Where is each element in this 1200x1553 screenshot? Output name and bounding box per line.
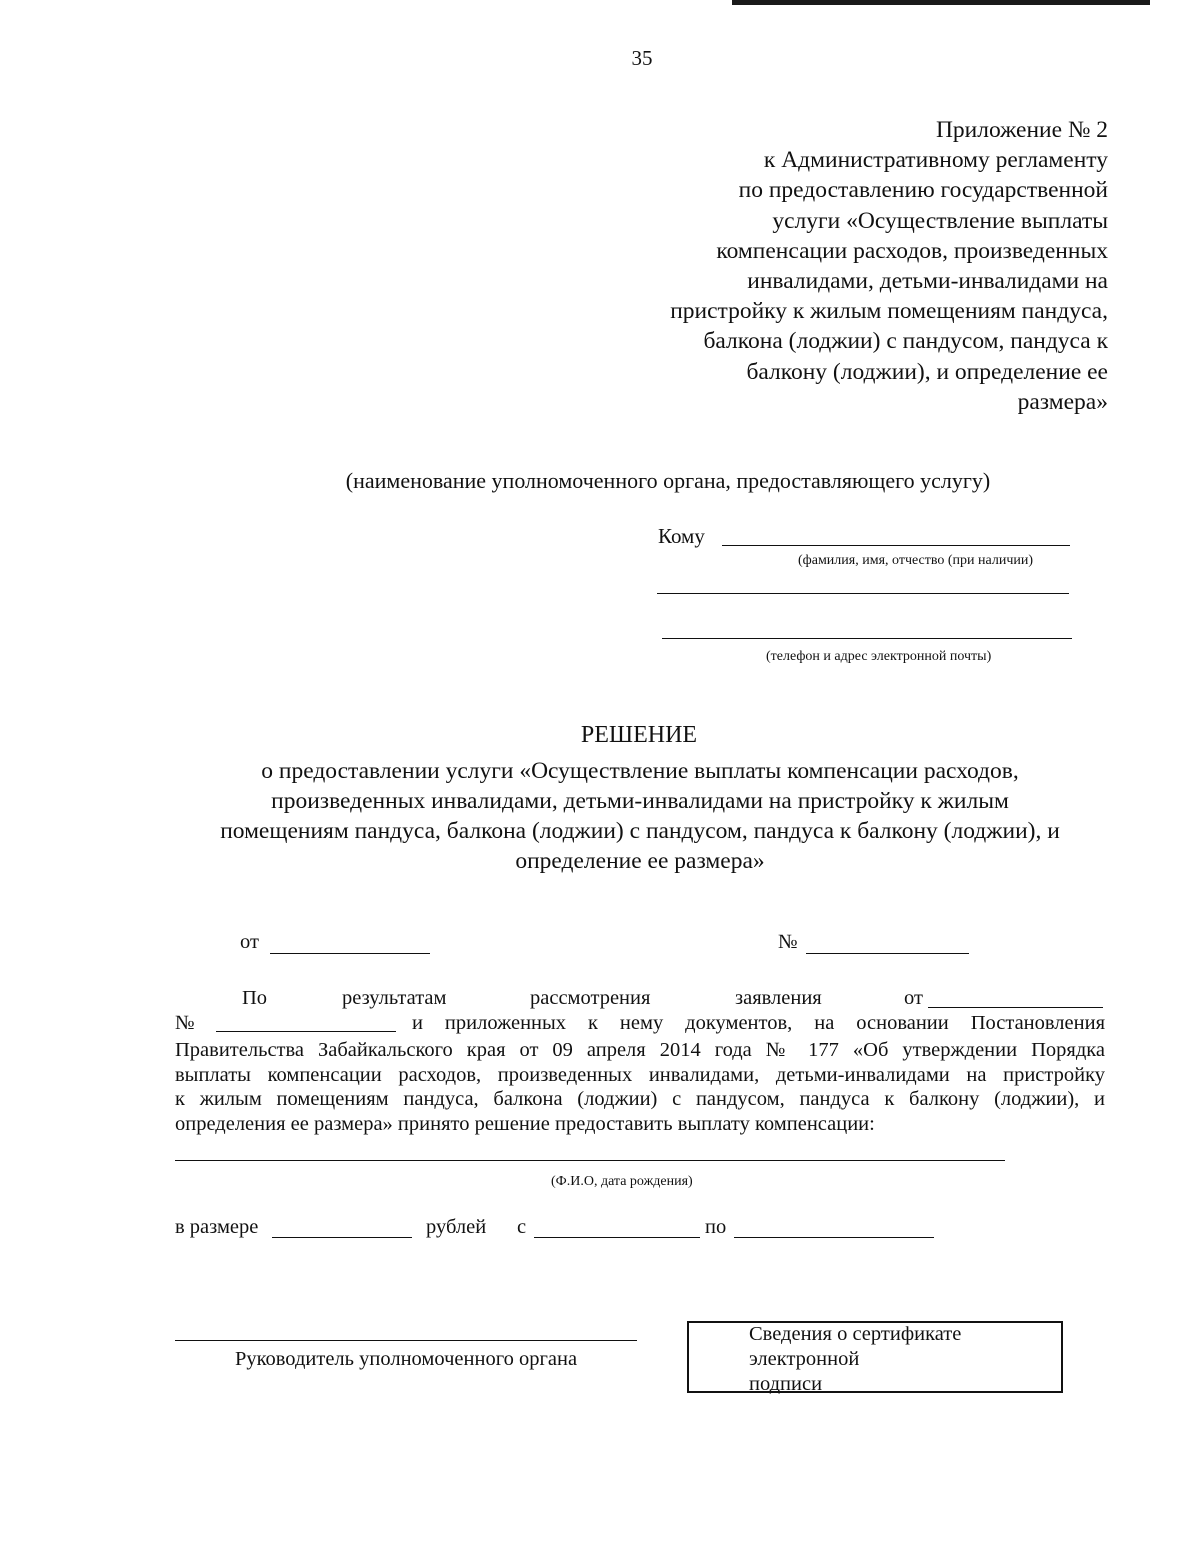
recipient-name-caption: (фамилия, имя, отчество (при наличии)	[798, 553, 1034, 568]
appendix-line: пристройку к жилым помещениям пандуса,	[670, 298, 1108, 325]
appendix-line: размера»	[1017, 388, 1108, 415]
amount-label: в размере	[175, 1216, 259, 1238]
application-date-field[interactable]	[928, 1007, 1103, 1008]
recipient-name-field-2[interactable]	[657, 593, 1069, 594]
application-number-label: №	[175, 1012, 195, 1034]
appendix-line: компенсации расходов, произведенных	[716, 237, 1108, 264]
subtitle-line: помещениям пандуса, балкона (лоджии) с пандусом, пандуса к балкону (лоджии), и	[220, 818, 1060, 844]
period-to-field[interactable]	[734, 1237, 934, 1238]
recipient-fio-field[interactable]	[175, 1160, 1005, 1161]
signature-line[interactable]	[175, 1340, 637, 1341]
subtitle-line: произведенных инвалидами, детьми-инвалидами на пристройку к жилым	[271, 788, 1009, 814]
page-number: 35	[631, 46, 653, 70]
subtitle-line: о предоставлении услуги «Осуществление выплаты компенсации расходов,	[261, 758, 1019, 784]
decision-title: РЕШЕНИЕ	[580, 722, 698, 748]
certificate-line: подписи	[749, 1373, 823, 1395]
scan-edge-mark	[732, 0, 1150, 5]
recipient-contact-caption: (телефон и адрес электронной почты)	[766, 649, 992, 664]
body-line: выплаты компенсации расходов, произведенных инвалидами, детьми-инвалидами на пристройку	[175, 1063, 1105, 1086]
appendix-line: балкона (лоджии) с пандусом, пандуса к	[703, 328, 1108, 355]
appendix-line: к Административному регламенту	[763, 147, 1108, 174]
body-word: от	[904, 987, 923, 1009]
recipient-label: Кому	[658, 524, 705, 548]
appendix-line: услуги «Осуществление выплаты	[772, 207, 1108, 234]
subtitle-line: определение ее размера»	[515, 848, 765, 874]
head-signature-caption: Руководитель уполномоченного органа	[234, 1348, 578, 1370]
body-line: к жилым помещениям пандуса, балкона (лоджии) с пандусом, пандуса к балкону (лоджии), и	[175, 1088, 1105, 1110]
appendix-line: Приложение № 2	[935, 117, 1108, 143]
certificate-line: электронной	[749, 1348, 860, 1370]
body-word: рассмотрения	[530, 987, 651, 1009]
appendix-header	[548, 115, 1108, 417]
decision-date-field[interactable]	[270, 953, 430, 954]
body-word: заявления	[735, 987, 822, 1009]
period-from-label: с	[517, 1216, 527, 1238]
body-paragraph	[175, 1038, 1105, 1136]
body-line: и приложенных к нему документов, на основании Постановления	[412, 1012, 1105, 1034]
appendix-line: инвалидами, детьми-инвалидами на	[747, 268, 1108, 295]
appendix-line: балкону (лоджии), и определение ее	[746, 358, 1108, 385]
rubles-label: рублей	[426, 1216, 487, 1238]
amount-field[interactable]	[272, 1237, 412, 1238]
certificate-text	[749, 1322, 961, 1397]
body-line: определения ее размера» принято решение предоставить выплату компенсации:	[175, 1112, 875, 1135]
certificate-line: Сведения о сертификате	[749, 1323, 962, 1345]
recipient-name-field[interactable]	[722, 545, 1070, 546]
authority-name-caption: (наименование уполномоченного органа, предоставляющего услугу)	[345, 468, 991, 493]
decision-date-label: от	[240, 931, 259, 953]
decision-subtitle	[150, 756, 1130, 876]
body-word: результатам	[342, 987, 447, 1009]
period-to-label: по	[705, 1216, 727, 1238]
fio-caption: (Ф.И.О, дата рождения)	[551, 1174, 693, 1189]
body-line: Правительства Забайкальского края от 09 апреля 2014 года № 177 «Об утверждении Порядка	[175, 1039, 1105, 1061]
period-from-field[interactable]	[534, 1237, 700, 1238]
decision-number-label: №	[778, 931, 798, 953]
recipient-contact-field[interactable]	[662, 638, 1072, 639]
application-number-field[interactable]	[216, 1031, 396, 1032]
appendix-line: по предоставлению государственной	[738, 177, 1108, 204]
body-word: По	[242, 987, 268, 1009]
decision-number-field[interactable]	[806, 953, 969, 954]
